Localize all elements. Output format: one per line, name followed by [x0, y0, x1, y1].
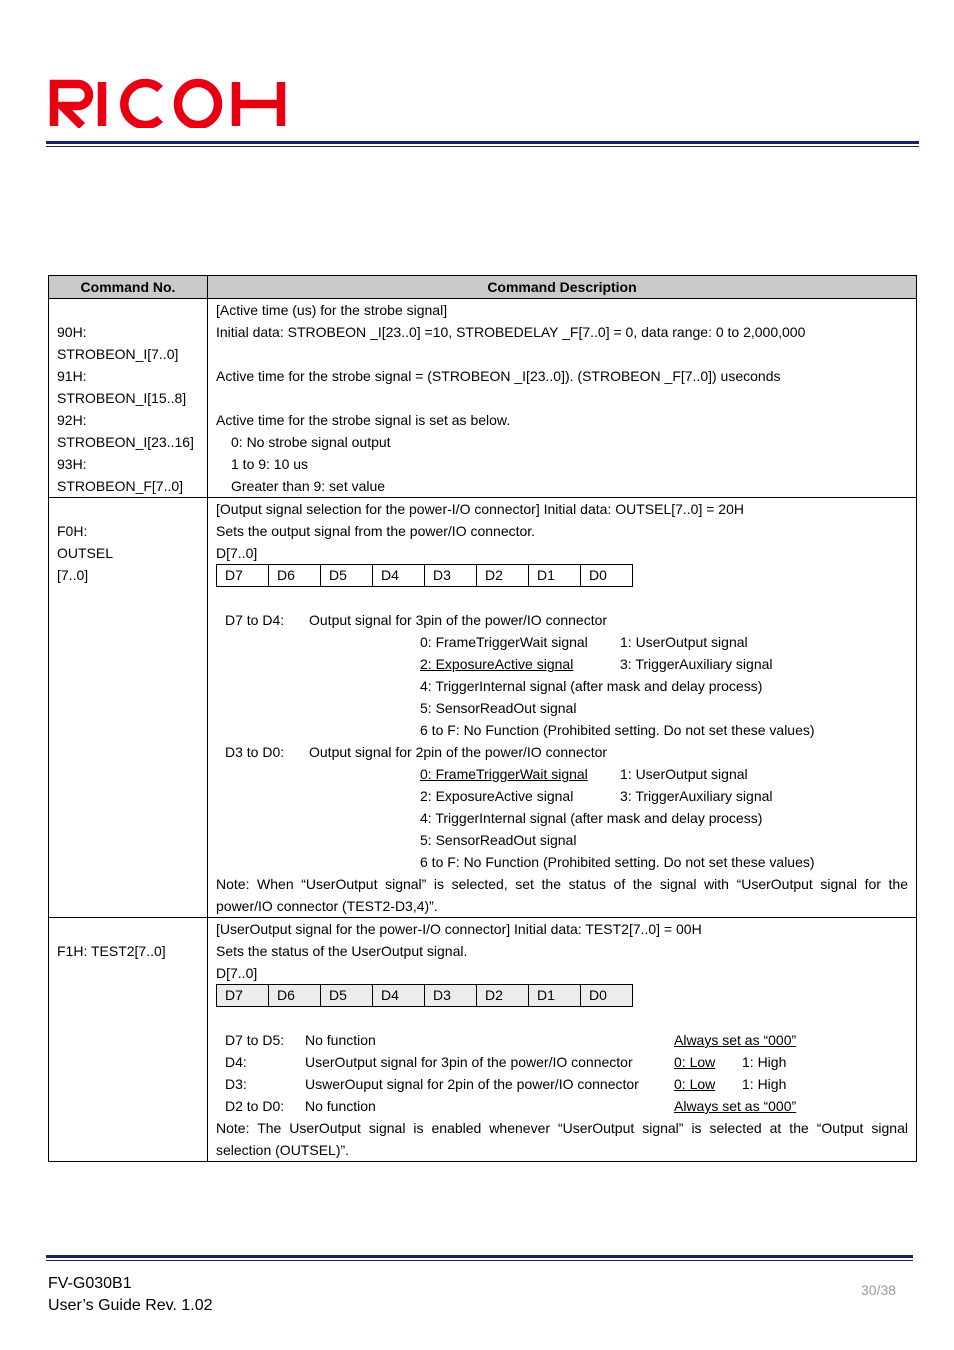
table-row — [49, 498, 917, 918]
command-cell: F0H: OUTSEL [7..0] — [49, 498, 208, 918]
command-table — [48, 275, 917, 1162]
description-cell: [UserOutput signal for the power-I/O connector] Initial data: TEST2[7..0] = 00H Sets the status of the UserOutput signal. D[7..0] D7 D6 D5 D4 D3 D2 D1 D0 D7 to D5: No function Always set as “000” D4: UserOutput signal for 3pin of the power/IO connector 0: Low 1: High D3: UswerOuput signal for 2pin of the power/IO connector 0: Low 1: High D2 to D0: No function Always set as “000” Note: The UserOutput signal is enabled whenever “UserOutput signal” is selected at the “Output signal selection (OUTSEL)”. — [208, 918, 917, 1162]
header-command-description: Command Description — [208, 276, 917, 299]
footer-guide: User’s Guide Rev. 1.02 — [48, 1297, 213, 1314]
note-text: Note: The UserOutput signal is enabled whenever “UserOutput signal” is selected at the “Output signal selection (OUTSEL)”. — [216, 1120, 908, 1158]
note-text: Note: When “UserOutput signal” is selected, set the status of the signal with “UserOutput signal for the power/IO connector (TEST2-D3,4)”. — [216, 876, 908, 914]
footer-model: FV-G030B1 — [48, 1275, 132, 1292]
footer-doc-info — [48, 1273, 213, 1317]
description-cell: [Output signal selection for the power-I/O connector] Initial data: OUTSEL[7..0] = 20H Sets the output signal from the power/IO connector. D[7..0] D7 D6 D5 D4 D3 D2 D1 D0 D7 to D4: Output signal for 3pin of the power/IO connector 0: FrameTriggerWait signal 1: UserOutput signal 2: ExposureActive signal 3: TriggerAuxiliary signal 4: TriggerInternal signal (after mask and delay process) 5: SensorReadOut signal 6 to F: No Function (Prohibited setting. Do not set these values) D3 to D0: Output signal for 2pin of the power/IO connector 0: FrameTriggerWait signal 1: UserOutput signal 2: ExposureActive signal 3: TriggerAuxiliary signal 4: TriggerInternal signal (after mask and delay process) 5: SensorReadOut signal 6 to F: No Function (Prohibited setting. Do not set these values) Note: When “UserOutput signal” is selected, set the status of the signal with “UserOutput signal for the power/IO connector (TEST2-D3,4)”. — [208, 498, 917, 918]
ricoh-logo — [48, 78, 288, 128]
description-cell: [Active time (us) for the strobe signal] Initial data: STROBEON _I[23..0] =10, STROBEDELAY _F[7..0] = 0, data range: 0 to 2,000,000 Active time for the strobe signal = (STROBEON _I[23..0]). (STROBEON _F[7..0]) useconds Active time for the strobe signal is set as below. 0: No strobe signal output 1 to 9: 10 us Greater than 9: set value — [208, 299, 917, 498]
header-command-no: Command No. — [49, 276, 208, 299]
bit-table: D7 D6 D5 D4 D3 D2 D1 D0 — [216, 564, 633, 587]
header-rule — [46, 141, 919, 147]
command-cell: F1H: TEST2[7..0] — [49, 918, 208, 1162]
command-cell: 90H: STROBEON_I[7..0] 91H: STROBEON_I[15..8] 92H: STROBEON_I[23..16] 93H: STROBEON_F[7..0] — [49, 299, 208, 498]
bit-table: D7 D6 D5 D4 D3 D2 D1 D0 — [216, 984, 633, 1007]
table-row — [49, 918, 917, 1162]
table-row — [49, 299, 917, 498]
footer-rule — [46, 1255, 913, 1261]
page-number: 30/38 — [861, 1282, 897, 1298]
